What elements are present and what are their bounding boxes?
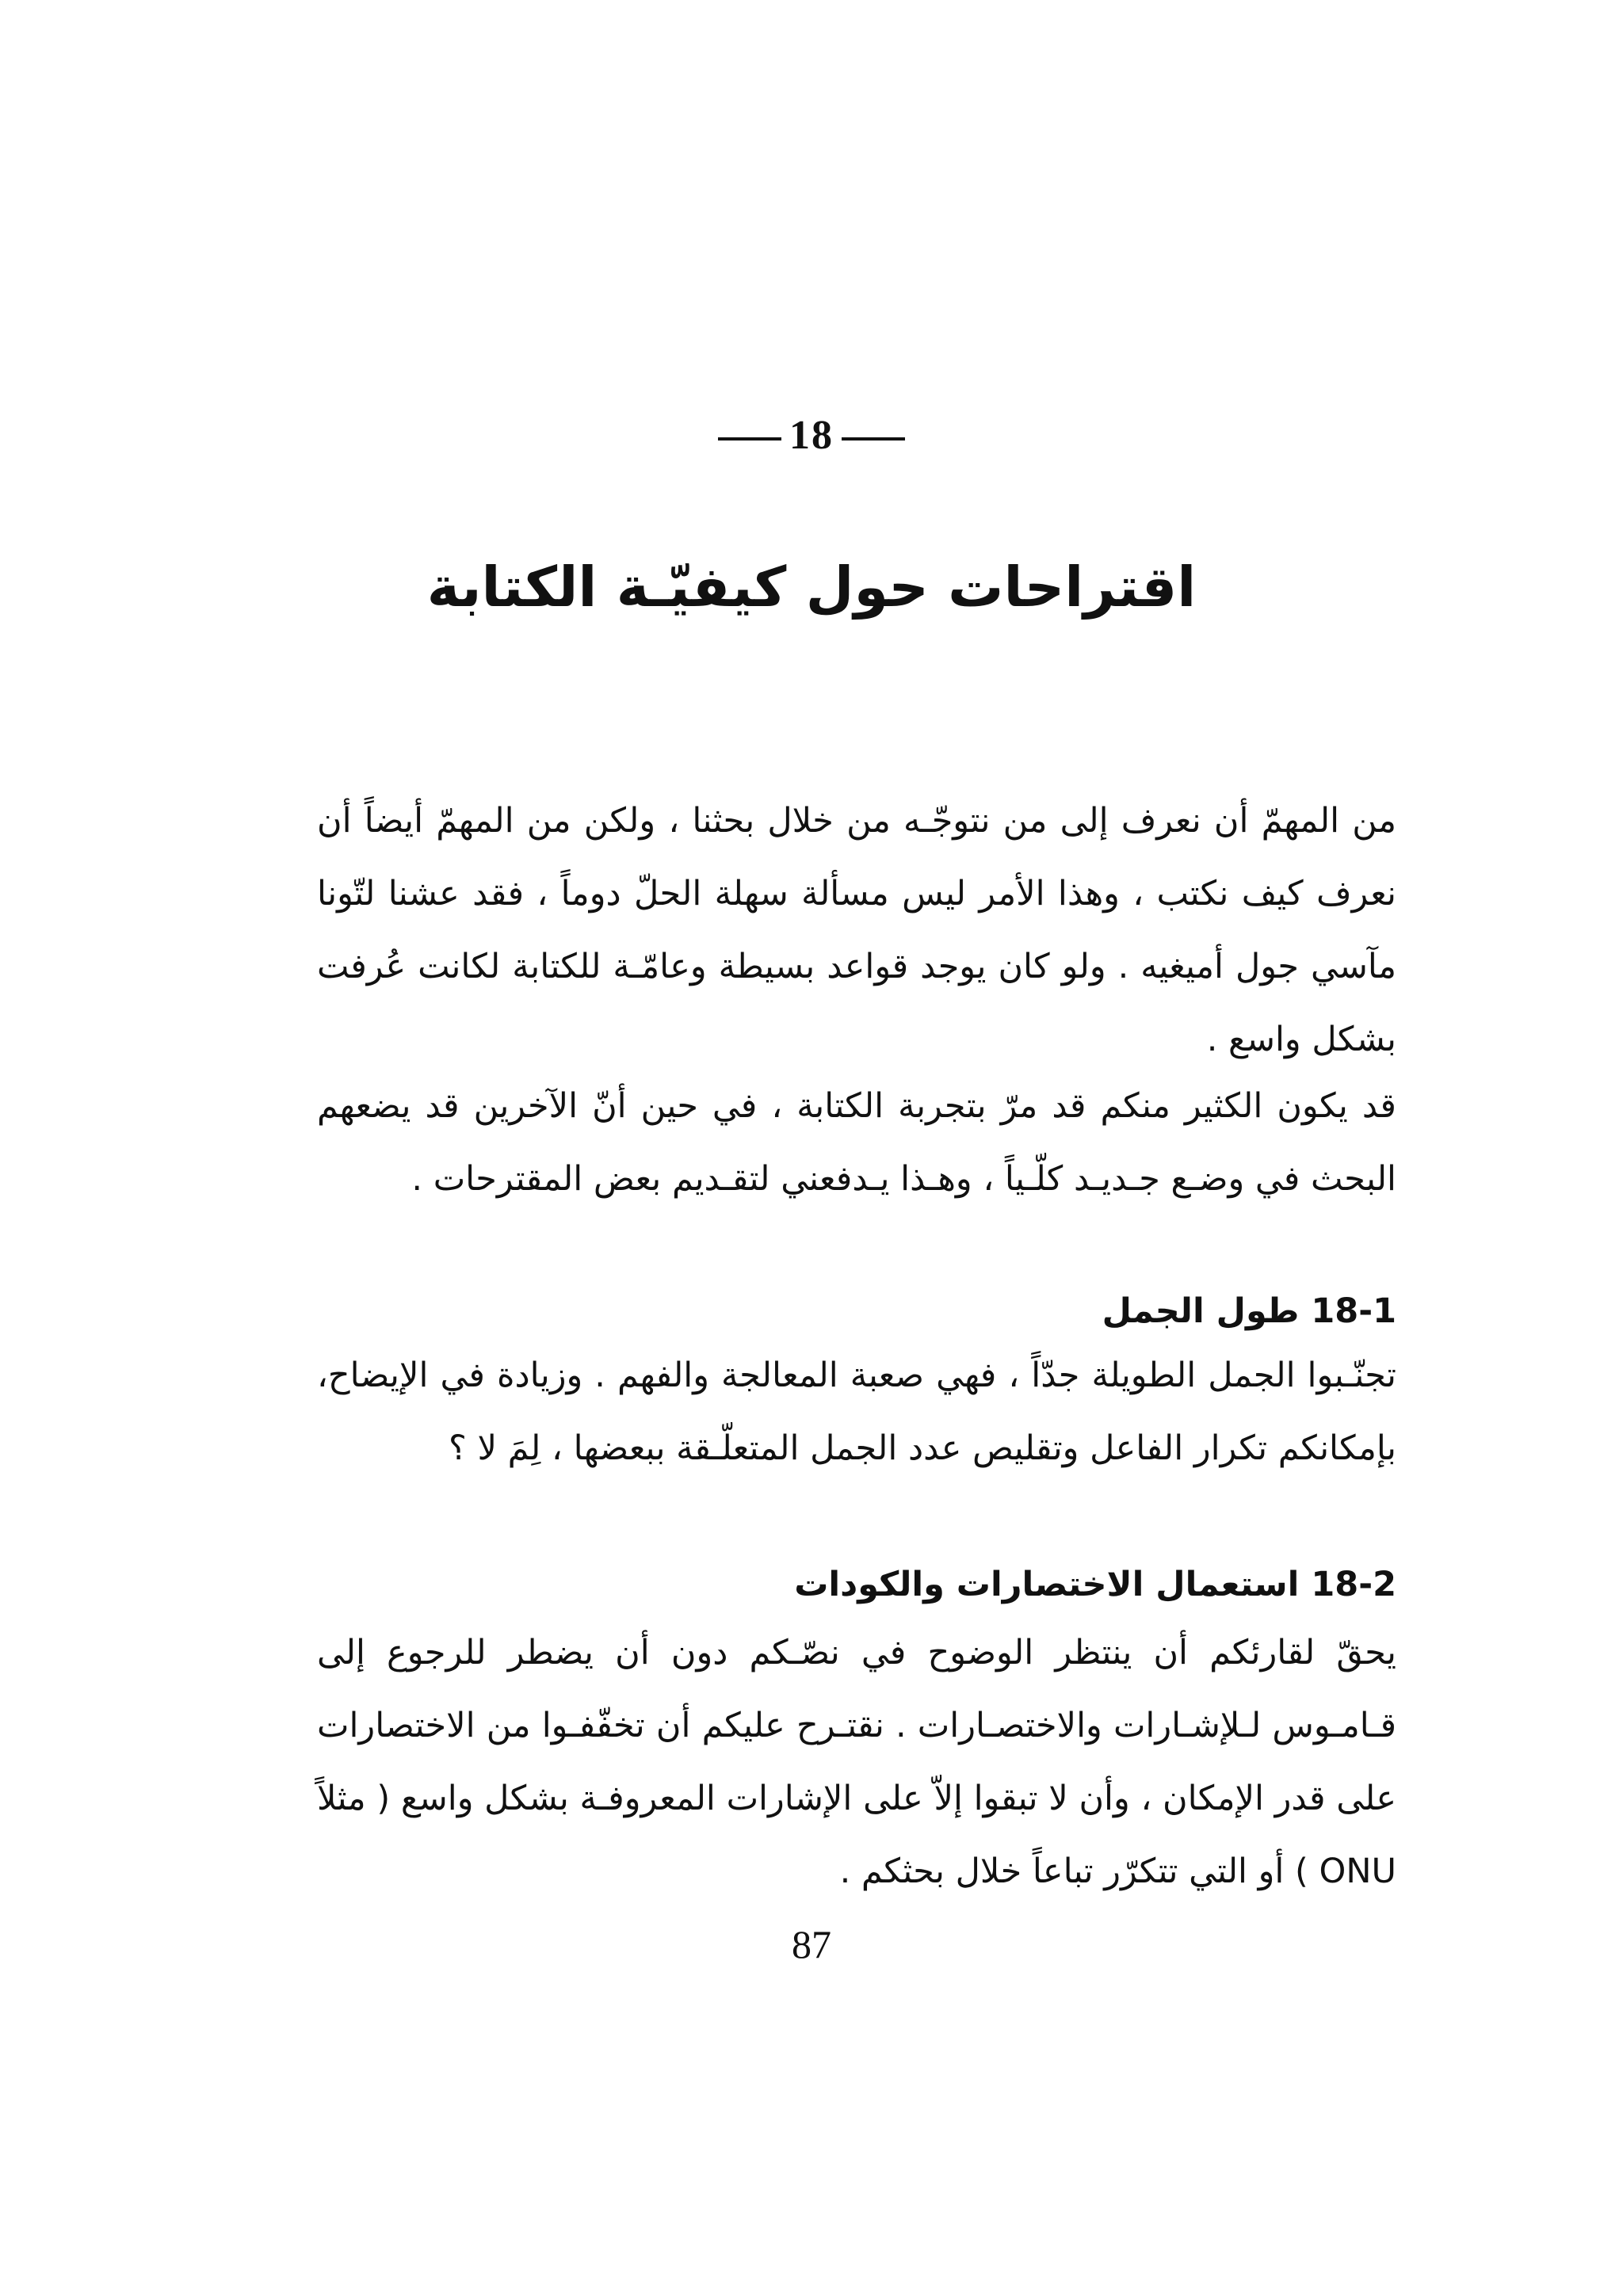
section-text-abbreviations xyxy=(317,1616,1396,1908)
paragraph-text: قد يكون الكثير منكم قد مرّ بتجربة الكتابة ، في حين أنّ الآخرين قد يضعهم البحث في وضـع جـديـد كلّـياً ، وهـذا يـدفعني لتقـديم بعض المقترحات . xyxy=(317,1086,1396,1199)
dash-left xyxy=(718,437,781,441)
paragraph-text: من المهمّ أن نعرف إلى من نتوجّـه من خلال بحثنا ، ولكن من المهمّ أيضاً أن نعرف كيف نكتب ، وهذا الأمر ليس مسألة سهلة الحلّ دوماً ، فقد عشنا لتّونا مآسي جول أميغيه . ولو كان يوجد قواعد بسيطة وعامّـة للكتابة لكانت عُرفت بشكل واسع . xyxy=(317,801,1396,1059)
chapter-number-text: 18 xyxy=(789,413,834,458)
paragraph-text: تجنّـبوا الجمل الطويلة جدّاً ، فهي صعبة المعالجة والفهم . وزيادة في الإيضاح، بإمكانكم تكرار الفاعل وتقليص عدد الجمل المتعلّـقة ببعضها ، لِمَ لا ؟ xyxy=(317,1356,1396,1468)
chapter-number xyxy=(0,412,1623,459)
page-number: 87 xyxy=(792,1922,831,1966)
dash-right xyxy=(842,437,905,441)
section-heading-sentence-length: 18-1 طول الجمل xyxy=(1102,1291,1396,1331)
paragraph-intro xyxy=(317,784,1396,1076)
chapter-title: اقتراحات حول كيفيّـة الكتابة xyxy=(426,555,1197,620)
paragraph-text: يحقّ لقارئكم أن ينتظر الوضوح في نصّـكم دون أن يضطر للرجوع إلى قـامـوس لـلإشـارات والاختصـارات . نقتـرح عليكم أن تخفّفـوا من الاختصارات على قدر الإمكان ، وأن لا تبقوا إلاّ على الإشارات المعروفـة بشكل واسع ( مثلاً ONU ) أو التي تتكرّر تباعاً خلال بحثكم . xyxy=(317,1633,1396,1891)
section-text-sentence-length xyxy=(317,1339,1396,1485)
paragraph-experience xyxy=(317,1070,1396,1215)
section-heading-abbreviations: 18-2 استعمال الاختصارات والكودات xyxy=(794,1565,1396,1604)
